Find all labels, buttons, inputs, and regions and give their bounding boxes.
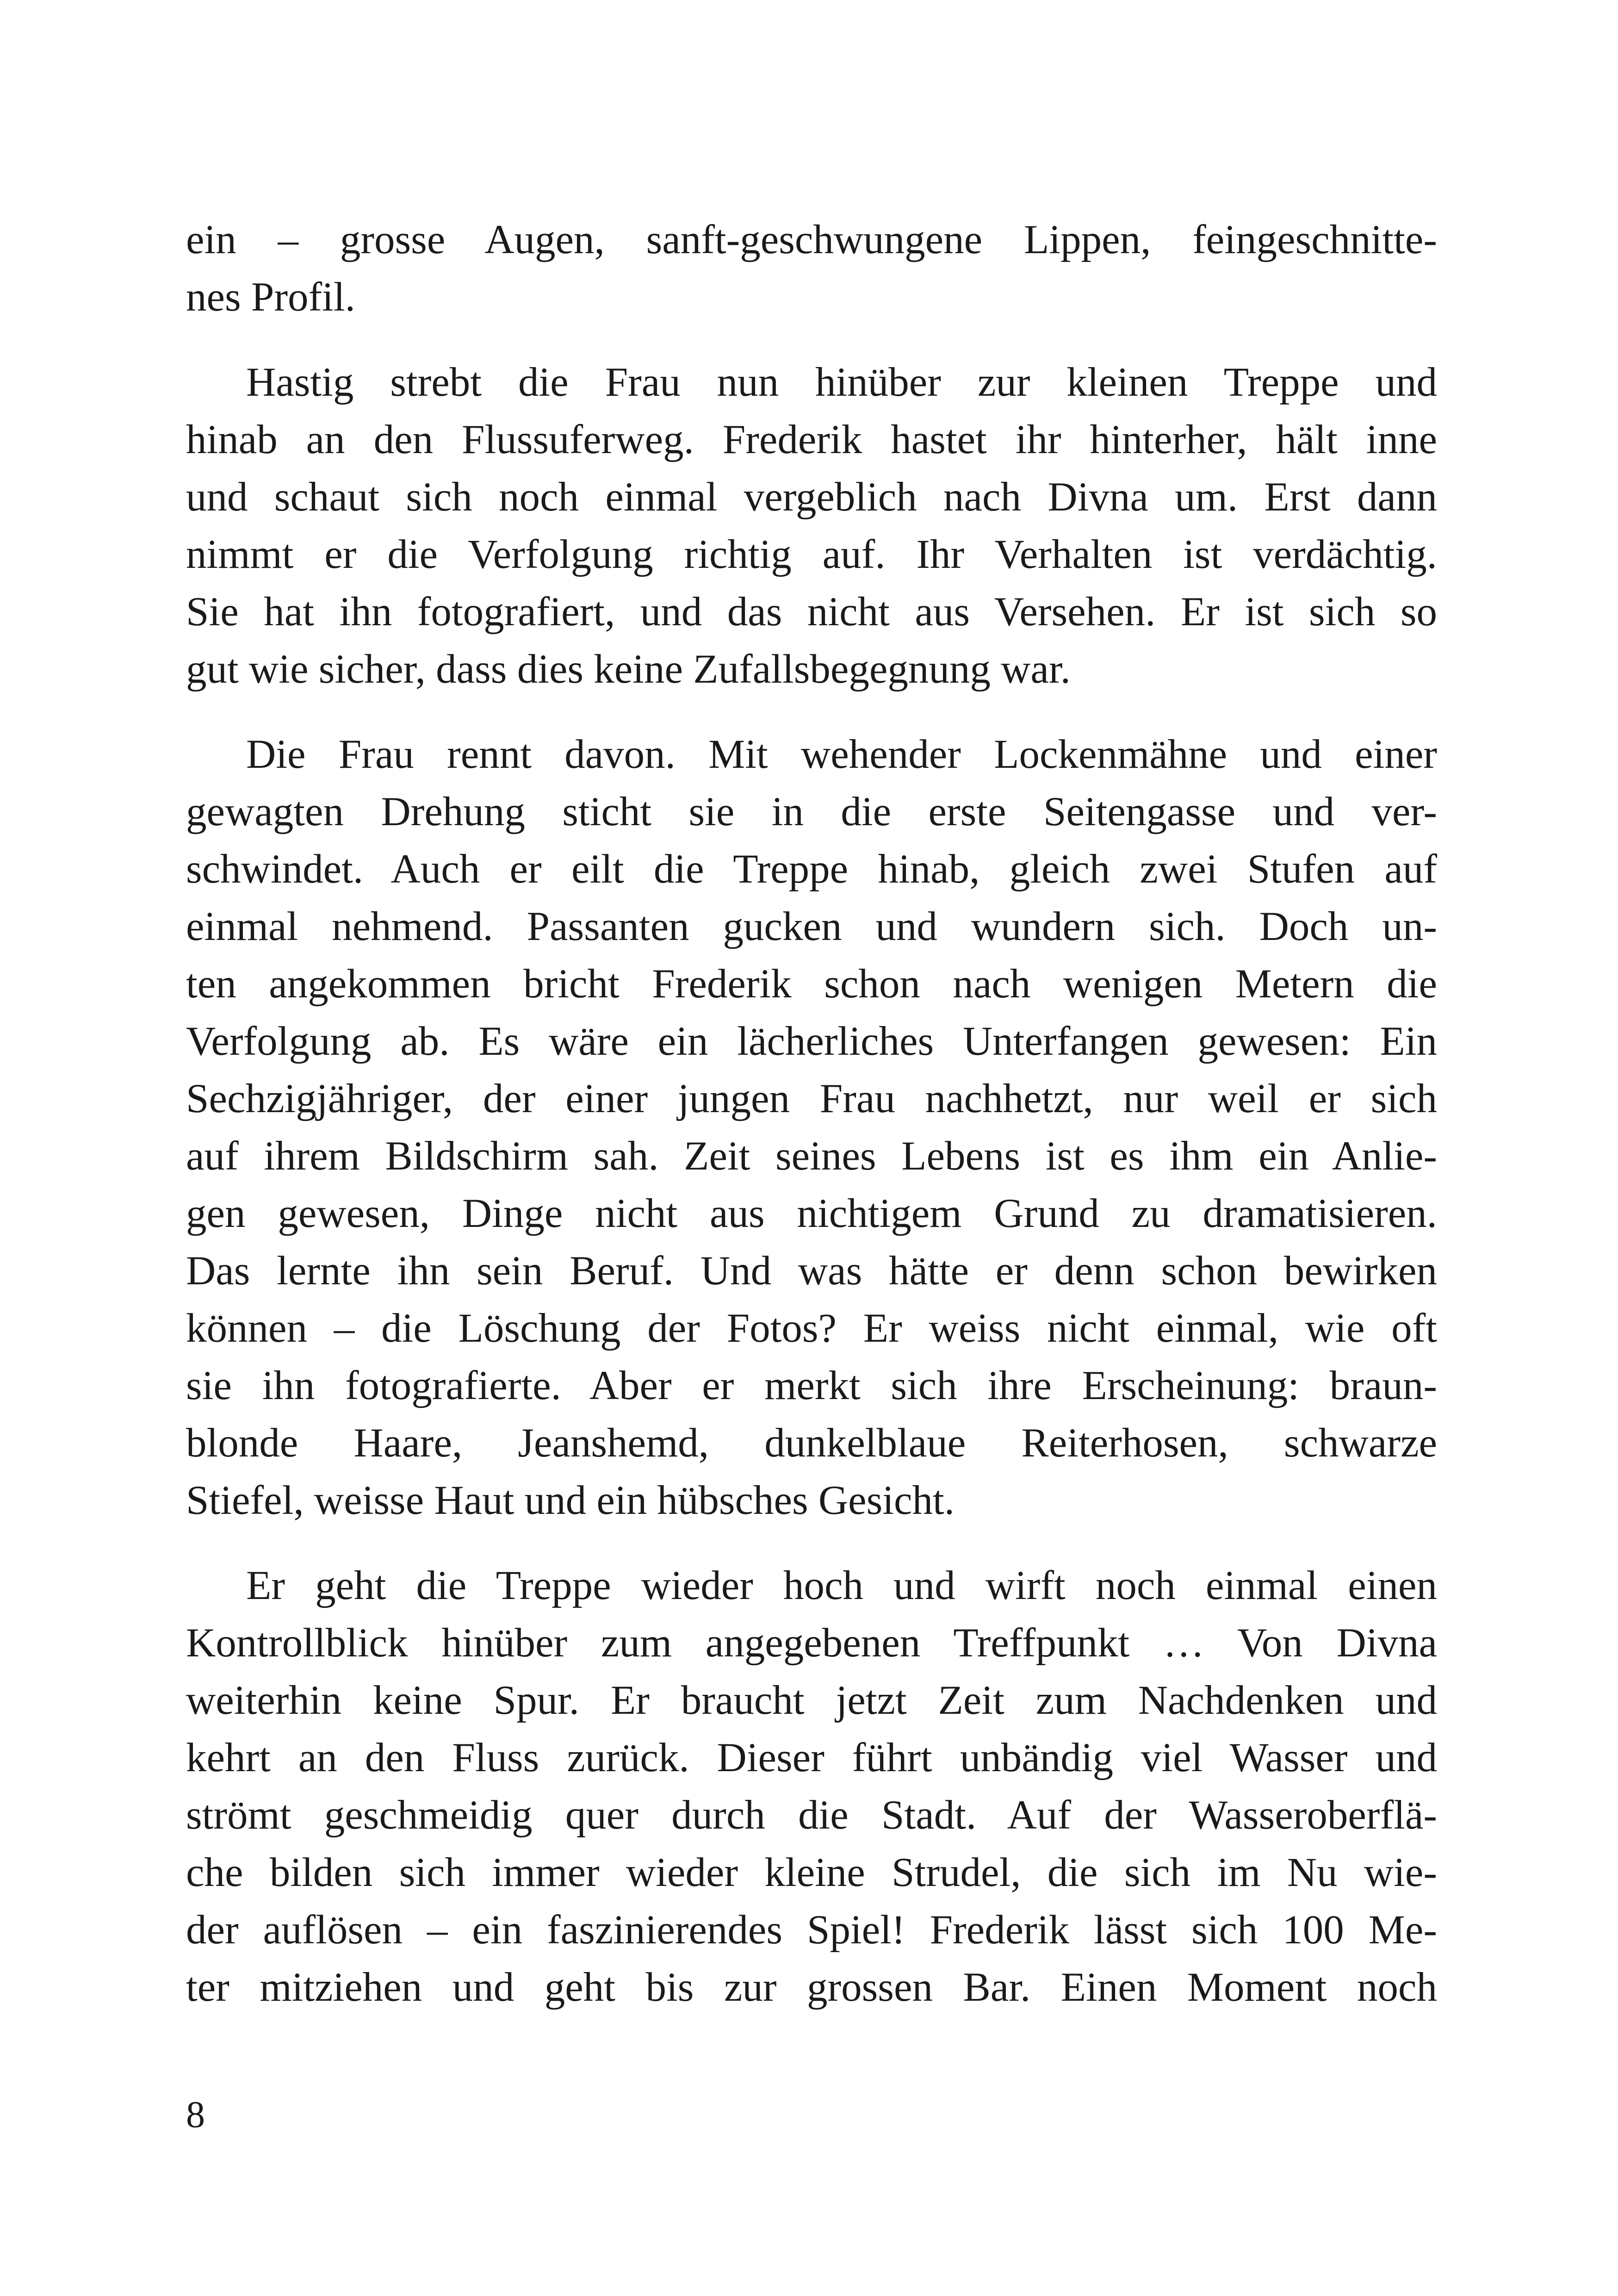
- text-line: Kontrollblick hinüber zum angegebenen Treffpunkt … Von Divna: [186, 1620, 1437, 1666]
- text-line: und schaut sich noch einmal vergeblich nach Divna um. Erst dann: [186, 474, 1437, 520]
- text-line: einmal nehmend. Passanten gucken und wundern sich. Doch un-: [186, 904, 1437, 949]
- text-line: Stiefel, weisse Haut und ein hübsches Gesicht.: [186, 1478, 955, 1523]
- text-line: ter mitziehen und geht bis zur grossen Bar. Einen Moment noch: [186, 1965, 1437, 2010]
- page-number: 8: [186, 2093, 205, 2135]
- text-line: Hastig strebt die Frau nun hinüber zur kleinen Treppe und: [246, 360, 1437, 405]
- text-line: Er geht die Treppe wieder hoch und wirft noch einmal einen: [246, 1563, 1437, 1608]
- text-line: können – die Löschung der Fotos? Er weiss nicht einmal, wie oft: [186, 1306, 1437, 1351]
- paragraph-2: [186, 354, 1437, 698]
- text-line: strömt geschmeidig quer durch die Stadt. Auf der Wasseroberflä-: [186, 1792, 1437, 1838]
- paragraph-4: [186, 1557, 1437, 2016]
- text-line: sie ihn fotografierte. Aber er merkt sich ihre Erscheinung: braun-: [186, 1363, 1437, 1408]
- body-text: [186, 211, 1437, 2016]
- text-line: auf ihrem Bildschirm sah. Zeit seines Lebens ist es ihm ein Anlie-: [186, 1133, 1437, 1179]
- paragraph-1: [186, 211, 1437, 326]
- text-line: der auflösen – ein faszinierendes Spiel! Frederik lässt sich 100 Me-: [186, 1907, 1437, 1953]
- text-line: che bilden sich immer wieder kleine Strudel, die sich im Nu wie-: [186, 1850, 1437, 1895]
- text-line: nes Profil.: [186, 274, 355, 320]
- text-line: ten angekommen bricht Frederik schon nach wenigen Metern die: [186, 961, 1437, 1007]
- text-line: hinab an den Flussuferweg. Frederik hastet ihr hinterher, hält inne: [186, 417, 1437, 462]
- paragraph-3: [186, 726, 1437, 1529]
- text-line: Sechzigjähriger, der einer jungen Frau nachhetzt, nur weil er sich: [186, 1076, 1437, 1121]
- paragraph-gap: [186, 1529, 1437, 1557]
- text-line: ein – grosse Augen, sanft-geschwungene Lippen, feingeschnitte-: [186, 217, 1437, 262]
- text-line: weiterhin keine Spur. Er braucht jetzt Zeit zum Nachdenken und: [186, 1678, 1437, 1723]
- text-line: gen gewesen, Dinge nicht aus nichtigem Grund zu dramatisieren.: [186, 1191, 1437, 1236]
- text-line: gut wie sicher, dass dies keine Zufallsbegegnung war.: [186, 647, 1071, 692]
- paragraph-gap: [186, 326, 1437, 354]
- text-line: blonde Haare, Jeanshemd, dunkelblaue Reiterhosen, schwarze: [186, 1420, 1437, 1466]
- paragraph-gap: [186, 698, 1437, 726]
- text-line: gewagten Drehung sticht sie in die erste Seitengasse und ver-: [186, 789, 1437, 834]
- text-line: Sie hat ihn fotografiert, und das nicht aus Versehen. Er ist sich so: [186, 589, 1437, 635]
- text-line: Das lernte ihn sein Beruf. Und was hätte er denn schon bewirken: [186, 1248, 1437, 1294]
- text-line: Verfolgung ab. Es wäre ein lächerliches Unterfangen gewesen: Ein: [186, 1019, 1437, 1064]
- text-line: Die Frau rennt davon. Mit wehender Lockenmähne und einer: [246, 732, 1437, 777]
- text-line: kehrt an den Fluss zurück. Dieser führt unbändig viel Wasser und: [186, 1735, 1437, 1780]
- text-line: schwindet. Auch er eilt die Treppe hinab, gleich zwei Stufen auf: [186, 846, 1437, 892]
- text-line: nimmt er die Verfolgung richtig auf. Ihr Verhalten ist verdächtig.: [186, 532, 1437, 577]
